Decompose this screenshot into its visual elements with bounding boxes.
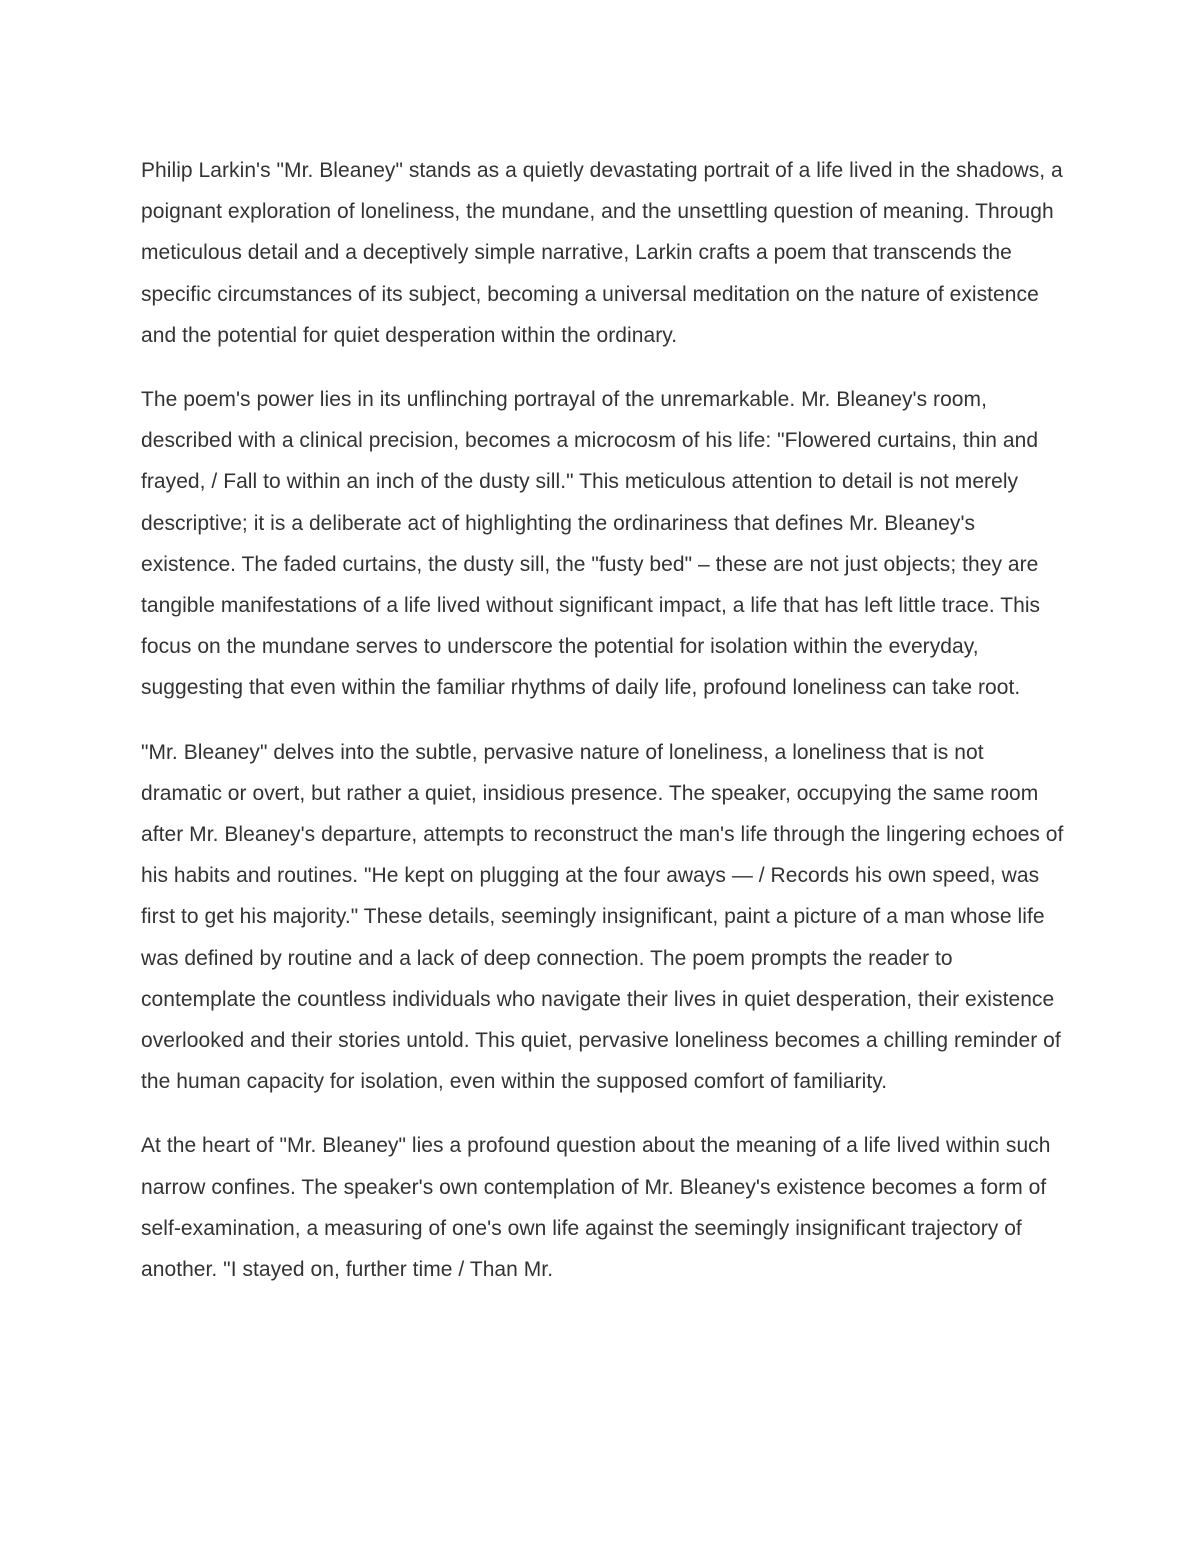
- paragraph-2: The poem's power lies in its unflinching portrayal of the unremarkable. Mr. Bleaney's room, described with a clinical precision, becomes a microcosm of his life: "Flowered curtains, thin and frayed, / Fall to within an inch of the dusty sill." This meticulous attention to detail is not merely descriptive; it is a deliberate act of highlighting the ordinariness that defines Mr. Bleaney's existence. The faded curtains, the dusty sill, the "fusty bed" – these are not just objects; they are tangible manifestations of a life lived without significant impact, a life that has left little trace. This focus on the mundane serves to underscore the potential for isolation within the everyday, suggesting that even within the familiar rhythms of daily life, profound loneliness can take root.: [141, 388, 1041, 700]
- paragraph-4: At the heart of "Mr. Bleaney" lies a profound question about the meaning of a life lived within such narrow confines. The speaker's own contemplation of Mr. Bleaney's existence becomes a form of self-examination, a measuring of one's own life against the seemingly insignificant trajectory of another. "I stayed on, further time / Than Mr.: [141, 1134, 1051, 1282]
- paragraph-1: Philip Larkin's "Mr. Bleaney" stands as a quietly devastating portrait of a life lived in the shadows, a poignant exploration of loneliness, the mundane, and the unsettling question of meaning. Through meticulous detail and a deceptively simple narrative, Larkin crafts a poem that transcends the specific circumstances of its subject, becoming a universal meditation on the nature of existence and the potential for quiet desperation within the ordinary.: [141, 159, 1063, 347]
- paragraph-3: "Mr. Bleaney" delves into the subtle, pervasive nature of loneliness, a loneliness that is not dramatic or overt, but rather a quiet, insidious presence. The speaker, occupying the same room after Mr. Bleaney's departure, attempts to reconstruct the man's life through the lingering echoes of his habits and routines. "He kept on plugging at the four aways — / Records his own speed, was first to get his majority." These details, seemingly insignificant, paint a picture of a man whose life was defined by routine and a lack of deep connection. The poem prompts the reader to contemplate the countless individuals who navigate their lives in quiet desperation, their existence overlooked and their stories untold. This quiet, pervasive loneliness becomes a chilling reminder of the human capacity for isolation, even within the supposed comfort of familiarity.: [141, 740, 1064, 1094]
- document-body: [141, 150, 1066, 1313]
